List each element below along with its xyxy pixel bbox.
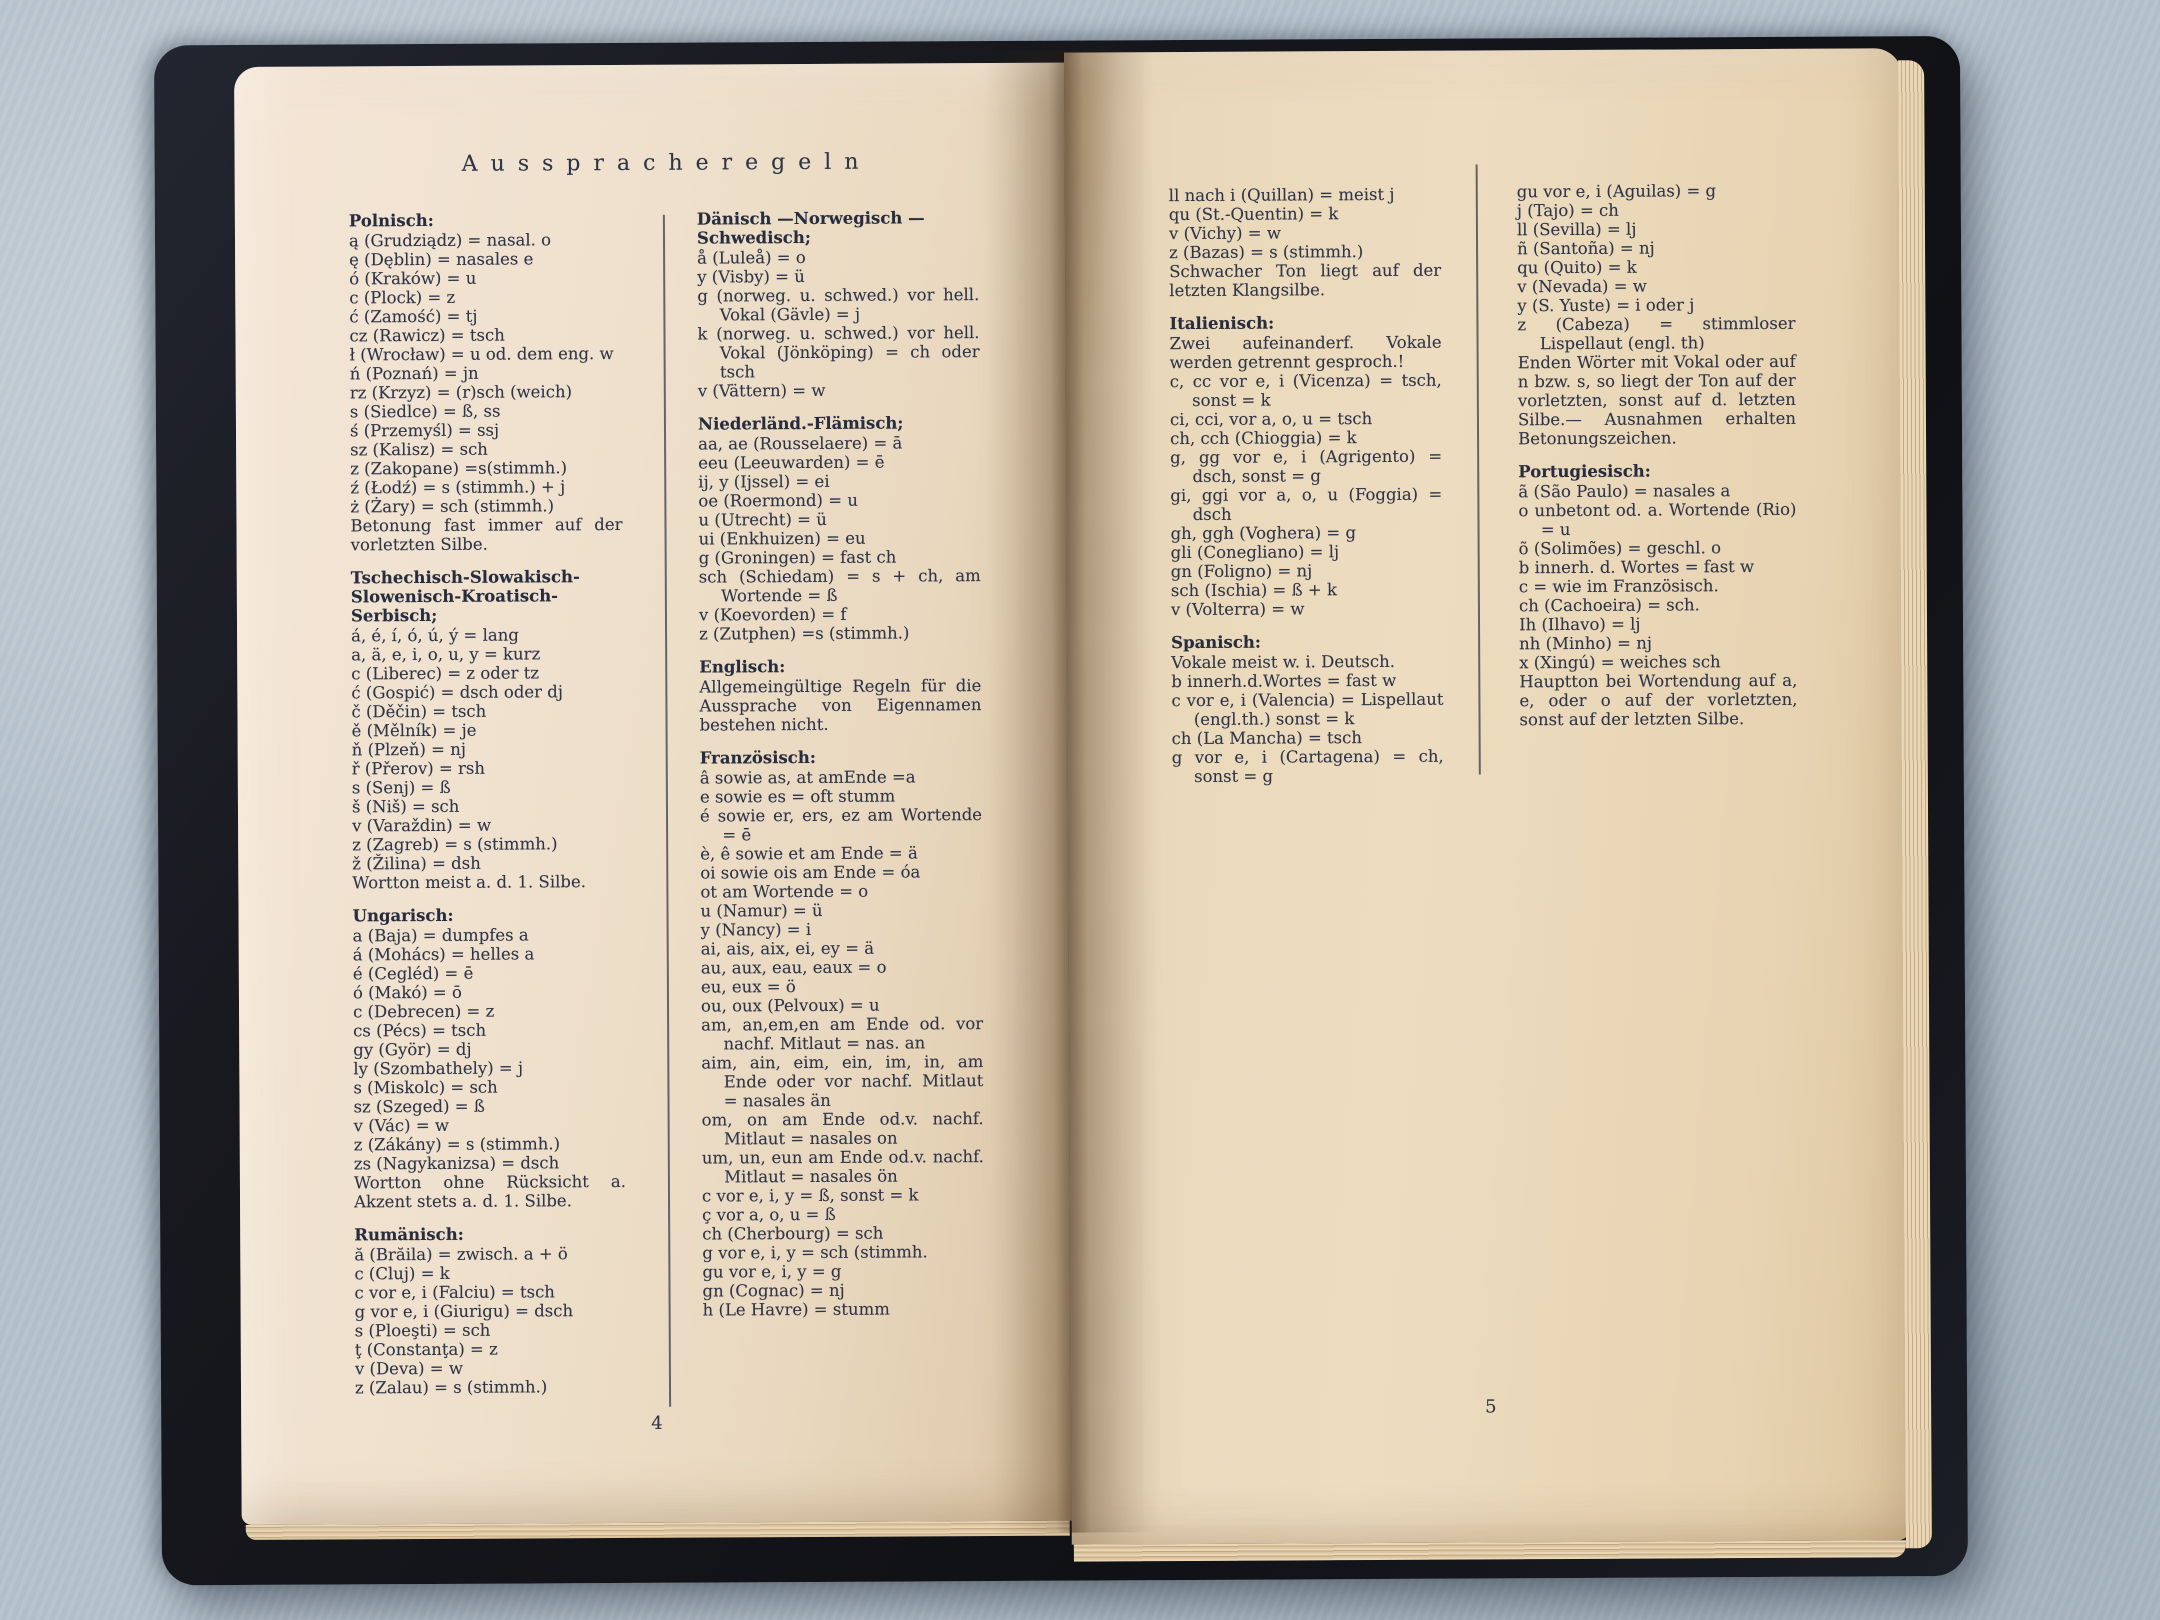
pronunciation-entry: nh (Minho) = nj	[1519, 633, 1652, 654]
pronunciation-entry: ł (Wrocław) = u od. dem eng. w	[349, 344, 614, 365]
pronunciation-entry: c = wie im Französisch.	[1518, 576, 1719, 597]
pronunciation-entry: v (Vättern) = w	[697, 380, 826, 401]
section-note: Schwacher Ton liegt auf der letzten Klangsilbe.	[1169, 260, 1442, 301]
pronunciation-entry: ll nach i (Quillan) = meist j	[1168, 184, 1395, 206]
pronunciation-entry: h (Le Havre) = stumm	[702, 1299, 890, 1320]
section-heading: Niederländ.-Flämisch;	[697, 413, 904, 434]
pronunciation-entry: cs (Pécs) = tsch	[353, 1020, 487, 1041]
pronunciation-entry: c (Liberec) = z oder tz	[351, 663, 540, 684]
pronunciation-entry: é sowie er, ers, ez am Wortende = ē	[699, 805, 983, 845]
column-right-page-1	[1169, 171, 1444, 786]
pronunciation-entry: ź (Łodź) = s (stimmh.) + j	[350, 477, 566, 498]
pronunciation-entry: o unbetont od. a. Wortende (Rio) = u	[1518, 499, 1797, 540]
section-heading: Englisch:	[699, 657, 786, 677]
pronunciation-entry: gi, ggi vor a, o, u (Foggia) = dsch	[1170, 484, 1443, 524]
pronunciation-entry: s (Ploeşti) = sch	[354, 1320, 491, 1341]
pronunciation-entry: am, an,em,en am Ende od. vor nachf. Mitlaut = nas. an	[701, 1014, 984, 1054]
pronunciation-entry: g (Groningen) = fast ch	[698, 547, 897, 568]
pronunciation-entry: gh, ggh (Voghera) = g	[1170, 523, 1357, 544]
pronunciation-entry: v (Volterra) = w	[1170, 599, 1305, 620]
pronunciation-entry: ě (Mělník) = je	[351, 720, 477, 741]
pronunciation-entry: ć (Zamość) = tj	[349, 306, 478, 327]
pronunciation-entry: ž (Žilina) = dsh	[352, 853, 481, 874]
pronunciation-entry: u (Utrecht) = ü	[698, 509, 827, 530]
pronunciation-entry: j (Tajo) = ch	[1516, 200, 1619, 221]
section-entries	[353, 925, 626, 1173]
pronunciation-entry: eeu (Leeuwarden) = ē	[698, 452, 885, 473]
section-intro: Allgemeingültige Regeln für die Aussprache von Eigennamen bestehen nicht.	[699, 676, 982, 735]
pronunciation-entry: eu, eux = ö	[700, 977, 796, 997]
pronunciation-entry: c vor e, i (Valencia) = Lispellaut (engl.th.) sonst = k	[1171, 689, 1444, 729]
pronunciation-entry: v (Vác) = w	[353, 1115, 450, 1136]
pronunciation-entry: c (Debrecen) = z	[352, 1001, 495, 1022]
pronunciation-entry: è, ê sowie et am Ende = ä	[700, 843, 918, 864]
pronunciation-entry: a, ä, e, i, o, u, y = kurz	[351, 644, 541, 665]
section-entries	[354, 1244, 627, 1397]
pronunciation-entry: ň (Plzeň) = nj	[351, 739, 467, 760]
pronunciation-entry: s (Senj) = ß	[351, 777, 451, 798]
section-entries	[349, 230, 622, 516]
pronunciation-entry: g, gg vor e, i (Agrigento) = dsch, sonst = g	[1170, 446, 1443, 486]
language-section	[354, 1224, 627, 1397]
pronunciation-entry: ś (Przemyśl) = ssj	[349, 420, 500, 441]
pronunciation-entry: ă (Brăila) = zwisch. a + ö	[354, 1244, 568, 1265]
language-section	[1518, 461, 1797, 729]
pronunciation-entry: um, un, eun am Ende od.v. nachf. Mitlaut = nasales ön	[701, 1147, 984, 1187]
pronunciation-entry: gn (Foligno) = nj	[1170, 561, 1313, 582]
pronunciation-entry: õ (Solimões) = geschl. o	[1518, 538, 1722, 559]
page-number-left: 4	[651, 1412, 663, 1434]
pronunciation-entry: y (Nancy) = i	[700, 919, 812, 940]
section-note: Enden Wörter mit Vokal oder auf n bzw. s, so liegt der Ton auf der vorletzten, sonst auf d. letzten Silbe.— Ausnahmen erhalten Betonungszeichen.	[1517, 351, 1797, 449]
language-section	[697, 208, 980, 400]
pronunciation-entry: x (Xingú) = weiches sch	[1519, 652, 1721, 673]
pronunciation-entry: z (Cabeza) = stimmloser Lispellaut (engl. th)	[1517, 313, 1796, 354]
language-section	[1171, 632, 1444, 786]
pronunciation-entry: sch (Ischia) = ß + k	[1170, 580, 1337, 601]
pronunciation-entry: ó (Makó) = ō	[352, 982, 462, 1003]
pronunciation-entry: ó (Kraków) = u	[349, 268, 477, 289]
pronunciation-entry: g vor e, i (Cartagena) = ch, sonst = g	[1171, 746, 1444, 786]
pronunciation-entry: z (Bazas) = s (stimmh.)	[1169, 242, 1364, 263]
section-entries	[1518, 481, 1797, 672]
section-entries	[1171, 671, 1444, 786]
section-note: Wortton meist a. d. 1. Silbe.	[352, 872, 586, 893]
pronunciation-entry: gy (Györ) = dj	[353, 1039, 472, 1060]
pronunciation-entry: qu (St.-Quentin) = k	[1168, 204, 1339, 225]
pronunciation-entry: ę (Dęblin) = nasales e	[349, 249, 534, 270]
pronunciation-entry: gu vor e, i, y = g	[702, 1261, 842, 1282]
pronunciation-entry: om, on am Ende od.v. nachf. Mitlaut = nasales on	[701, 1109, 984, 1149]
pronunciation-entry: zs (Nagykanizsa) = dsch	[353, 1153, 560, 1174]
section-entries	[698, 433, 981, 643]
pronunciation-entry: ą (Grudziądz) = nasal. o	[348, 230, 552, 251]
pronunciation-entry: ć (Gospić) = dsch oder dj	[351, 682, 563, 703]
pronunciation-entry: sch (Schiedam) = s + ch, am Wortende = ß	[698, 566, 981, 606]
pronunciation-entry: c (Plock) = z	[349, 287, 456, 308]
pronunciation-entry: c vor e, i (Falciu) = tsch	[354, 1282, 555, 1303]
language-section	[352, 905, 626, 1211]
pronunciation-entry: š (Niš) = sch	[351, 796, 460, 817]
pronunciation-entry: ż (Żary) = sch (stimmh.)	[350, 496, 555, 517]
pronunciation-entry: u (Namur) = ü	[700, 900, 823, 921]
pronunciation-entry: v (Varaždin) = w	[352, 815, 492, 836]
pronunciation-entry: ch (La Mancha) = tsch	[1171, 728, 1363, 749]
pronunciation-entry: ń (Poznań) = jn	[349, 363, 479, 384]
section-entries	[1517, 181, 1796, 353]
pronunciation-entry: k (norweg. u. schwed.) vor hell. Vokal (Jönköping) = ch oder tsch	[697, 323, 980, 382]
pronunciation-entry: z (Zákány) = s (stimmh.)	[353, 1134, 561, 1155]
column-right-page-2	[1517, 167, 1798, 729]
pronunciation-entry: g vor e, i, y = sch (stimmh.	[702, 1242, 928, 1263]
pronunciation-entry: z (Zakopane) =s(stimmh.)	[350, 458, 568, 479]
section-heading: Französisch:	[699, 747, 816, 768]
section-heading: Italienisch:	[1169, 313, 1275, 334]
pronunciation-entry: z (Zutphen) =s (stimmh.)	[699, 623, 910, 644]
pronunciation-entry: g vor e, i (Giurigu) = dsch	[354, 1301, 574, 1322]
pronunciation-entry: c vor e, i, y = ß, sonst = k	[701, 1185, 919, 1206]
pronunciation-entry: v (Deva) = w	[354, 1358, 464, 1379]
pronunciation-entry: oi sowie ois am Ende = óa	[700, 862, 921, 883]
pronunciation-entry: aim, ain, eim, ein, im, in, am Ende oder vor nachf. Mitlaut = nasales än	[701, 1052, 984, 1111]
section-note: Hauptton bei Wortendung auf a, e, oder o auf der vorletzten, sonst auf der letzten Silbe.	[1519, 670, 1798, 730]
section-heading: Tschechisch-Slowakisch-Slowenisch-Kroatisch-Serbisch;	[350, 567, 580, 626]
pronunciation-entry: ot am Wortende = o	[700, 881, 869, 902]
pronunciation-entry: au, aux, eau, eaux = o	[700, 957, 887, 978]
pronunciation-entry: Ih (Ilhavo) = lj	[1518, 614, 1641, 635]
language-section	[1169, 313, 1443, 619]
pronunciation-entry: z (Zalau) = s (stimmh.)	[354, 1377, 548, 1398]
pronunciation-entry: ou, oux (Pelvoux) = u	[700, 995, 880, 1016]
pronunciation-entry: e sowie es = oft stumm	[699, 786, 896, 807]
pronunciation-entry: v (Nevada) = w	[1517, 276, 1647, 297]
pronunciation-entry: č (Děčin) = tsch	[351, 701, 487, 722]
section-heading: Rumänisch:	[354, 1224, 464, 1245]
pronunciation-entry: v (Vichy) = w	[1168, 223, 1282, 244]
pronunciation-entry: g (norweg. u. schwed.) vor hell. Vokal (Gävle) = j	[697, 285, 980, 325]
section-heading: Dänisch —Norwegisch — Schwedisch;	[696, 208, 925, 248]
pronunciation-entry: ch (Cachoeira) = sch.	[1518, 595, 1700, 616]
language-section	[349, 210, 623, 554]
section-entries	[1169, 185, 1441, 262]
pronunciation-entry: ij, y (Ijssel) = ei	[698, 471, 830, 492]
section-heading: Ungarisch:	[352, 905, 454, 926]
section-note: Wortton ohne Rücksicht a. Akzent stets a. d. 1. Silbe.	[353, 1171, 626, 1212]
section-heading: Spanisch:	[1171, 632, 1262, 653]
section-entries	[697, 247, 980, 400]
pronunciation-entry: s (Siedlce) = ß, ss	[349, 401, 501, 422]
pronunciation-entry: v (Koevorden) = f	[698, 604, 847, 625]
page-number-right: 5	[1485, 1396, 1497, 1418]
pronunciation-entry: a (Baja) = dumpfes a	[352, 925, 529, 946]
pronunciation-entry: sz (Szeged) = ß	[353, 1096, 485, 1117]
section-intro: Vokale meist w. i. Deutsch.	[1171, 651, 1396, 673]
pronunciation-entry: å (Luleå) = o	[697, 247, 806, 268]
language-section	[699, 656, 981, 734]
pronunciation-entry: b innerh. d. Wortes = fast w	[1518, 557, 1755, 578]
pronunciation-entry: b innerh.d.Wortes = fast w	[1171, 670, 1397, 692]
pronunciation-entry: ñ (Santoña) = nj	[1517, 238, 1655, 259]
pronunciation-entry: ch, cch (Chioggia) = k	[1170, 428, 1357, 449]
section-entries	[1170, 371, 1443, 619]
language-section	[698, 413, 981, 643]
pronunciation-entry: á, é, í, ó, ú, ý = lang	[351, 625, 519, 646]
pronunciation-entry: qu (Quito) = k	[1517, 257, 1637, 278]
pronunciation-entry: á (Mohács) = helles a	[352, 944, 535, 965]
section-heading: Portugiesisch:	[1518, 461, 1651, 482]
pronunciation-entry: ui (Enkhuizen) = eu	[698, 528, 866, 549]
pronunciation-entry: ly (Szombathely) = j	[353, 1058, 524, 1079]
pronunciation-entry: ch (Cherbourg) = sch	[702, 1223, 884, 1244]
pronunciation-entry: c, cc vor e, i (Vicenza) = tsch, sonst = k	[1169, 370, 1442, 410]
pronunciation-entry: ã (São Paulo) = nasales a	[1518, 481, 1731, 502]
language-section	[351, 567, 625, 892]
page-title: Ausspracheregeln	[461, 149, 872, 177]
pronunciation-entry: â sowie as, at amEnde =a	[699, 767, 916, 788]
language-section	[1517, 181, 1796, 448]
section-intro: Zwei aufeinanderf. Vokale werden getrennt gesproch.!	[1169, 332, 1442, 373]
pronunciation-entry: é (Cegléd) = ē	[352, 963, 474, 984]
language-section	[1169, 185, 1442, 300]
pronunciation-entry: z (Zagreb) = s (stimmh.)	[352, 834, 558, 855]
section-heading: Polnisch:	[348, 210, 434, 231]
pronunciation-entry: cz (Rawicz) = tsch	[349, 325, 505, 346]
pronunciation-entry: s (Miskolc) = sch	[353, 1077, 498, 1098]
column-left-page-1	[349, 196, 627, 1397]
pronunciation-entry: gn (Cognac) = nj	[702, 1280, 845, 1301]
pronunciation-entry: ll (Sevilla) = lj	[1516, 219, 1637, 240]
pronunciation-entry: rz (Krzyz) = (r)sch (weich)	[349, 382, 573, 403]
pronunciation-entry: y (S. Yuste) = i oder j	[1517, 295, 1695, 316]
language-section	[700, 747, 985, 1319]
pronunciation-entry: oe (Roermond) = u	[698, 490, 858, 511]
pronunciation-entry: ci, cci, vor a, o, u = tsch	[1169, 409, 1373, 430]
pronunciation-entry: sz (Kalisz) = sch	[350, 439, 488, 460]
section-note: Betonung fast immer auf der vorletzten Silbe.	[350, 514, 623, 555]
pronunciation-entry: c (Cluj) = k	[354, 1263, 450, 1284]
pronunciation-entry: ai, ais, aix, ei, ey = ä	[700, 938, 875, 959]
pronunciation-entry: ç vor a, o, u = ß	[702, 1204, 836, 1225]
column-left-page-2	[697, 194, 985, 1319]
section-entries	[700, 767, 985, 1319]
pronunciation-entry: ř (Přerov) = rsh	[351, 758, 486, 779]
pronunciation-entry: aa, ae (Rousselaere) = ā	[698, 433, 903, 454]
pronunciation-entry: gu vor e, i (Aguilas) = g	[1516, 181, 1717, 202]
section-entries	[351, 625, 624, 873]
pronunciation-entry: y (Visby) = ü	[697, 266, 805, 287]
pronunciation-entry: ţ (Constanţa) = z	[354, 1339, 498, 1360]
pronunciation-entry: gli (Conegliano) = lj	[1170, 542, 1340, 563]
